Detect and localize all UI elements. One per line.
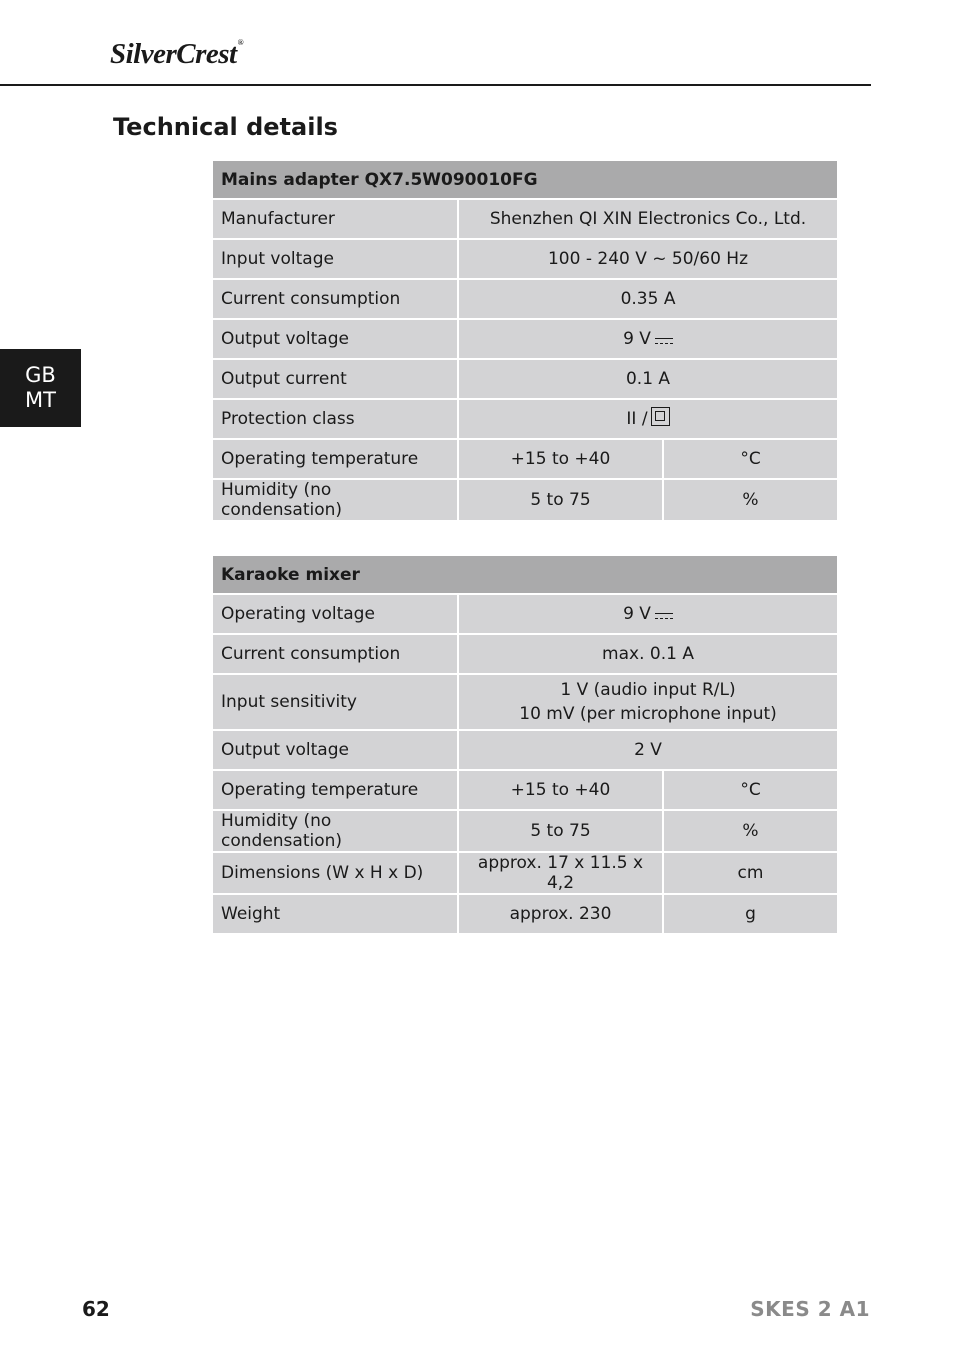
spec-unit: °C (663, 439, 838, 479)
table-row (212, 894, 838, 934)
table-row (212, 594, 838, 634)
spec-value: approx. 17 x 11.5 x 4,2 (458, 852, 663, 894)
spec-value: 5 to 75 (458, 810, 663, 852)
adapter-table-title: Mains adapter QX7.5W090010FG (212, 160, 838, 199)
mixer-spec-table (211, 554, 839, 935)
spec-value: max. 0.1 A (458, 634, 838, 674)
table-header-row (212, 555, 838, 594)
spec-label: Output voltage (212, 730, 458, 770)
table-header-row (212, 160, 838, 199)
table-row (212, 674, 838, 730)
spec-value-cell (458, 674, 838, 730)
spec-value: 9 V (623, 604, 651, 624)
adapter-spec-table (211, 159, 839, 522)
spec-label: Input sensitivity (212, 674, 458, 730)
dc-current-icon (655, 338, 673, 344)
brand-logo (110, 38, 243, 71)
header-rule (0, 84, 871, 86)
spec-value: Shenzhen QI XIN Electronics Co., Ltd. (458, 199, 838, 239)
spec-value: approx. 230 (458, 894, 663, 934)
spec-label: Weight (212, 894, 458, 934)
brand-name: SilverCrest (110, 38, 237, 70)
spec-value: 5 to 75 (458, 479, 663, 521)
dc-current-icon (655, 613, 673, 619)
spec-value: 9 V (623, 329, 651, 349)
spec-label: Operating temperature (212, 770, 458, 810)
language-code: MT (25, 388, 56, 412)
spec-label: Manufacturer (212, 199, 458, 239)
spec-value: II / (626, 409, 648, 429)
spec-label: Current consumption (212, 279, 458, 319)
spec-label: Humidity (no condensation) (212, 479, 458, 521)
spec-label: Input voltage (212, 239, 458, 279)
spec-value: 2 V (458, 730, 838, 770)
table-row (212, 239, 838, 279)
spec-value-line: 1 V (audio input R/L) (560, 680, 736, 700)
spec-value: 0.35 A (458, 279, 838, 319)
spec-label: Operating voltage (212, 594, 458, 634)
spec-value: +15 to +40 (458, 439, 663, 479)
registered-mark: ® (237, 38, 244, 47)
spec-unit: % (663, 810, 838, 852)
table-row (212, 852, 838, 894)
language-tab (0, 349, 81, 427)
spec-label: Dimensions (W x H x D) (212, 852, 458, 894)
spec-unit: g (663, 894, 838, 934)
table-row (212, 199, 838, 239)
spec-label: Output voltage (212, 319, 458, 359)
table-row (212, 359, 838, 399)
table-row (212, 319, 838, 359)
spec-label: Current consumption (212, 634, 458, 674)
page-number: 62 (82, 1297, 110, 1321)
spec-value: 100 - 240 V ~ 50/60 Hz (458, 239, 838, 279)
table-row (212, 399, 838, 439)
spec-label: Operating temperature (212, 439, 458, 479)
spec-unit: °C (663, 770, 838, 810)
spec-value-cell (458, 594, 838, 634)
spec-label: Humidity (no condensation) (212, 810, 458, 852)
spec-label: Output current (212, 359, 458, 399)
spec-value: +15 to +40 (458, 770, 663, 810)
spec-value: 0.1 A (458, 359, 838, 399)
table-row (212, 479, 838, 521)
table-row (212, 439, 838, 479)
spec-label: Protection class (212, 399, 458, 439)
spec-unit: % (663, 479, 838, 521)
spec-value-cell (458, 399, 838, 439)
language-code: GB (25, 363, 56, 387)
table-row (212, 730, 838, 770)
mixer-table-title: Karaoke mixer (212, 555, 838, 594)
class-ii-icon (651, 407, 670, 426)
spec-value-cell (458, 319, 838, 359)
table-row (212, 770, 838, 810)
spec-unit: cm (663, 852, 838, 894)
table-row (212, 634, 838, 674)
model-code: SKES 2 A1 (750, 1297, 870, 1321)
page-title: Technical details (113, 113, 338, 141)
table-row (212, 810, 838, 852)
spec-value-line: 10 mV (per microphone input) (519, 704, 777, 724)
table-row (212, 279, 838, 319)
